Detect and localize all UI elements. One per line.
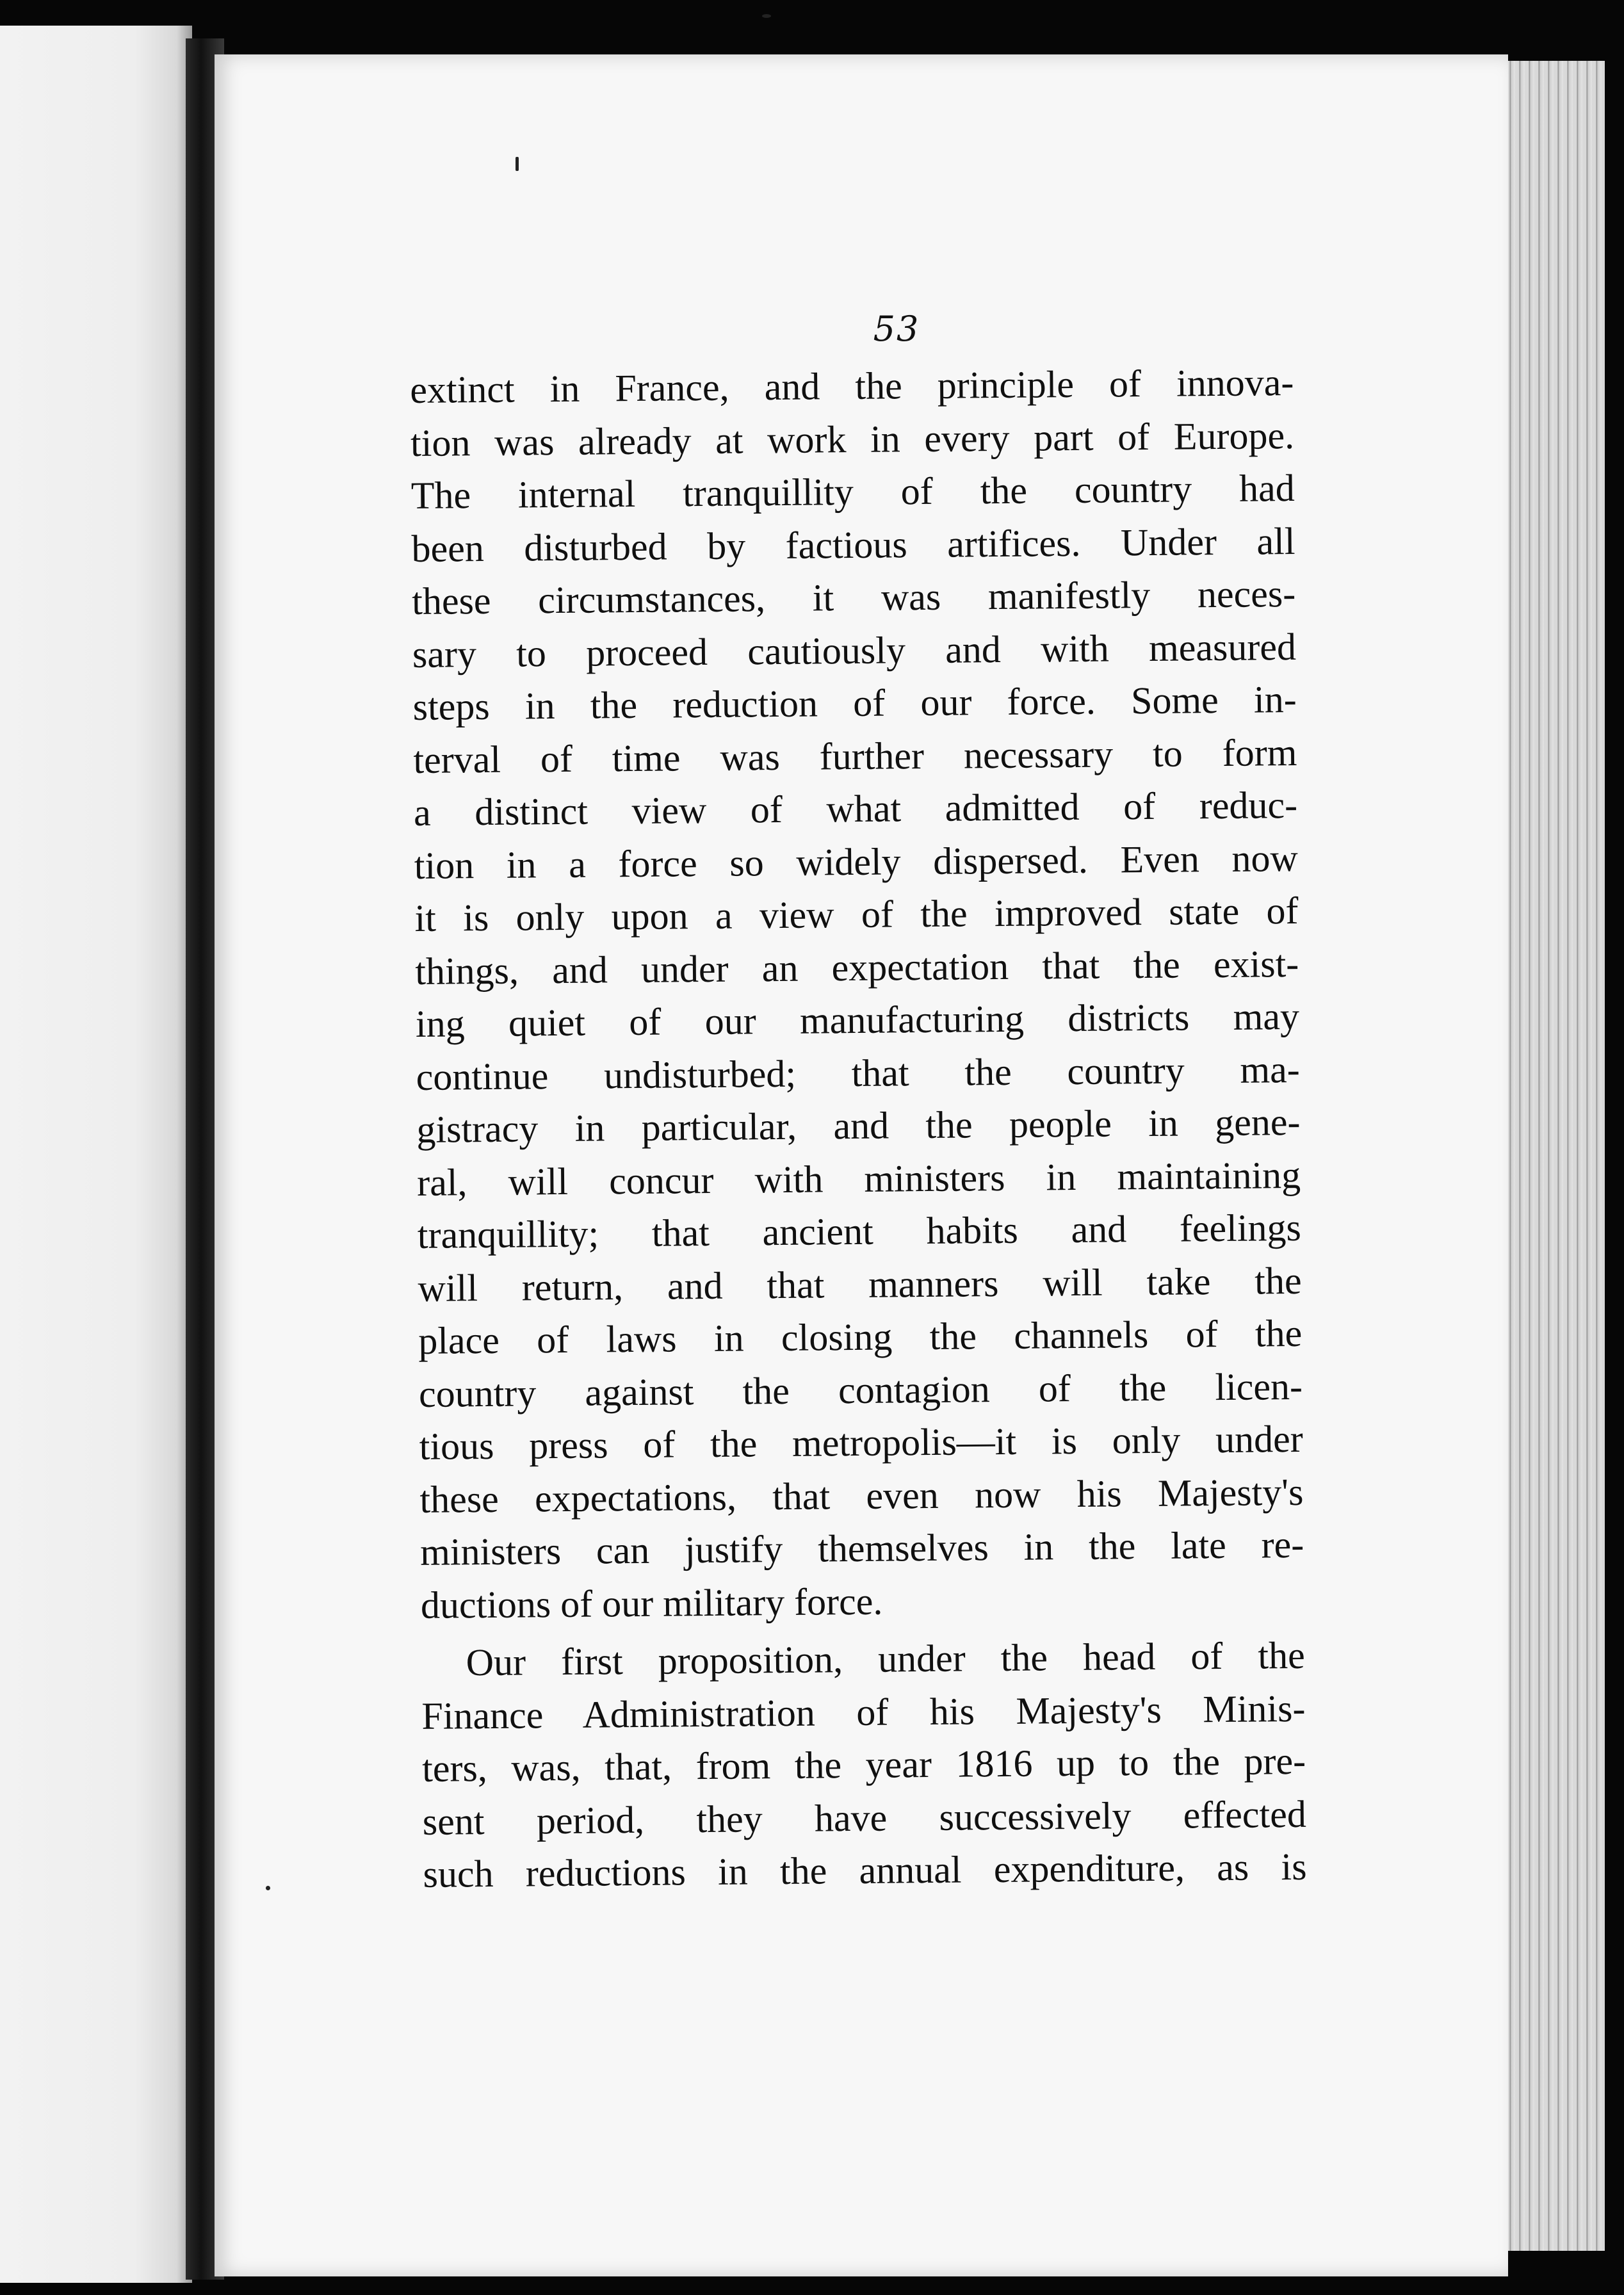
text-line: sent period, they have successively effected (422, 1792, 1307, 1843)
text-line: The internal tranquillity of the country had (410, 466, 1295, 517)
scan-speck (266, 1886, 270, 1890)
text-line: steps in the reduction of our force. Some in- (412, 677, 1297, 728)
text-line: tion was already at work in every part of Europe. (410, 414, 1295, 464)
text-line: ductions of our military force. (420, 1580, 883, 1626)
page-number: 53 (873, 309, 920, 349)
text-line: extinct in France, and the principle of innova- (410, 361, 1294, 411)
text-line: these expectations, that even now his Majesty's (419, 1470, 1304, 1521)
text-line: tranquillity; that ancient habits and feelings (417, 1206, 1302, 1256)
text-line: a distinct view of what admitted of reduc- (413, 783, 1298, 834)
text-line: tion in a force so widely dispersed. Even now (414, 836, 1299, 887)
text-line: ters, was, that, from the year 1816 up to the pre- (421, 1739, 1306, 1790)
facing-page-edge (0, 26, 192, 2283)
text-line: terval of time was further necessary to form (413, 731, 1297, 781)
text-line: continue undisturbed; that the country ma- (416, 1048, 1300, 1098)
text-line: ministers can justify themselves in the late re- (419, 1523, 1304, 1573)
text-line: country against the contagion of the licen- (418, 1365, 1303, 1415)
text-line: been disturbed by factious artifices. Under all (411, 519, 1295, 570)
text-line: ing quiet of our manufacturing districts may (415, 994, 1300, 1045)
text-line: gistracy in particular, and the people in gene- (416, 1100, 1301, 1151)
scan-speck (516, 157, 519, 171)
text-line: things, and under an expectation that the exist- (414, 942, 1299, 993)
text-line: such reductions in the annual expenditure, as is (423, 1845, 1307, 1895)
text-line: sary to proceed cautiously and with measured (412, 625, 1297, 676)
scan-speck (762, 14, 771, 18)
text-line: it is only upon a view of the improved state of (414, 889, 1299, 939)
text-line: Our first proposition, under the head of the (466, 1634, 1305, 1684)
text-line: tious press of the metropolis—it is only under (419, 1417, 1303, 1468)
text-line: place of laws in closing the channels of the (418, 1311, 1303, 1362)
text-line: will return, and that manners will take the (418, 1259, 1302, 1310)
text-line: Finance Administration of his Majesty's Minis- (421, 1687, 1306, 1737)
text-line: these circumstances, it was manifestly neces- (411, 572, 1296, 622)
text-line: ral, will concur with ministers in maintaining (416, 1153, 1301, 1204)
body-text (410, 356, 1307, 1901)
